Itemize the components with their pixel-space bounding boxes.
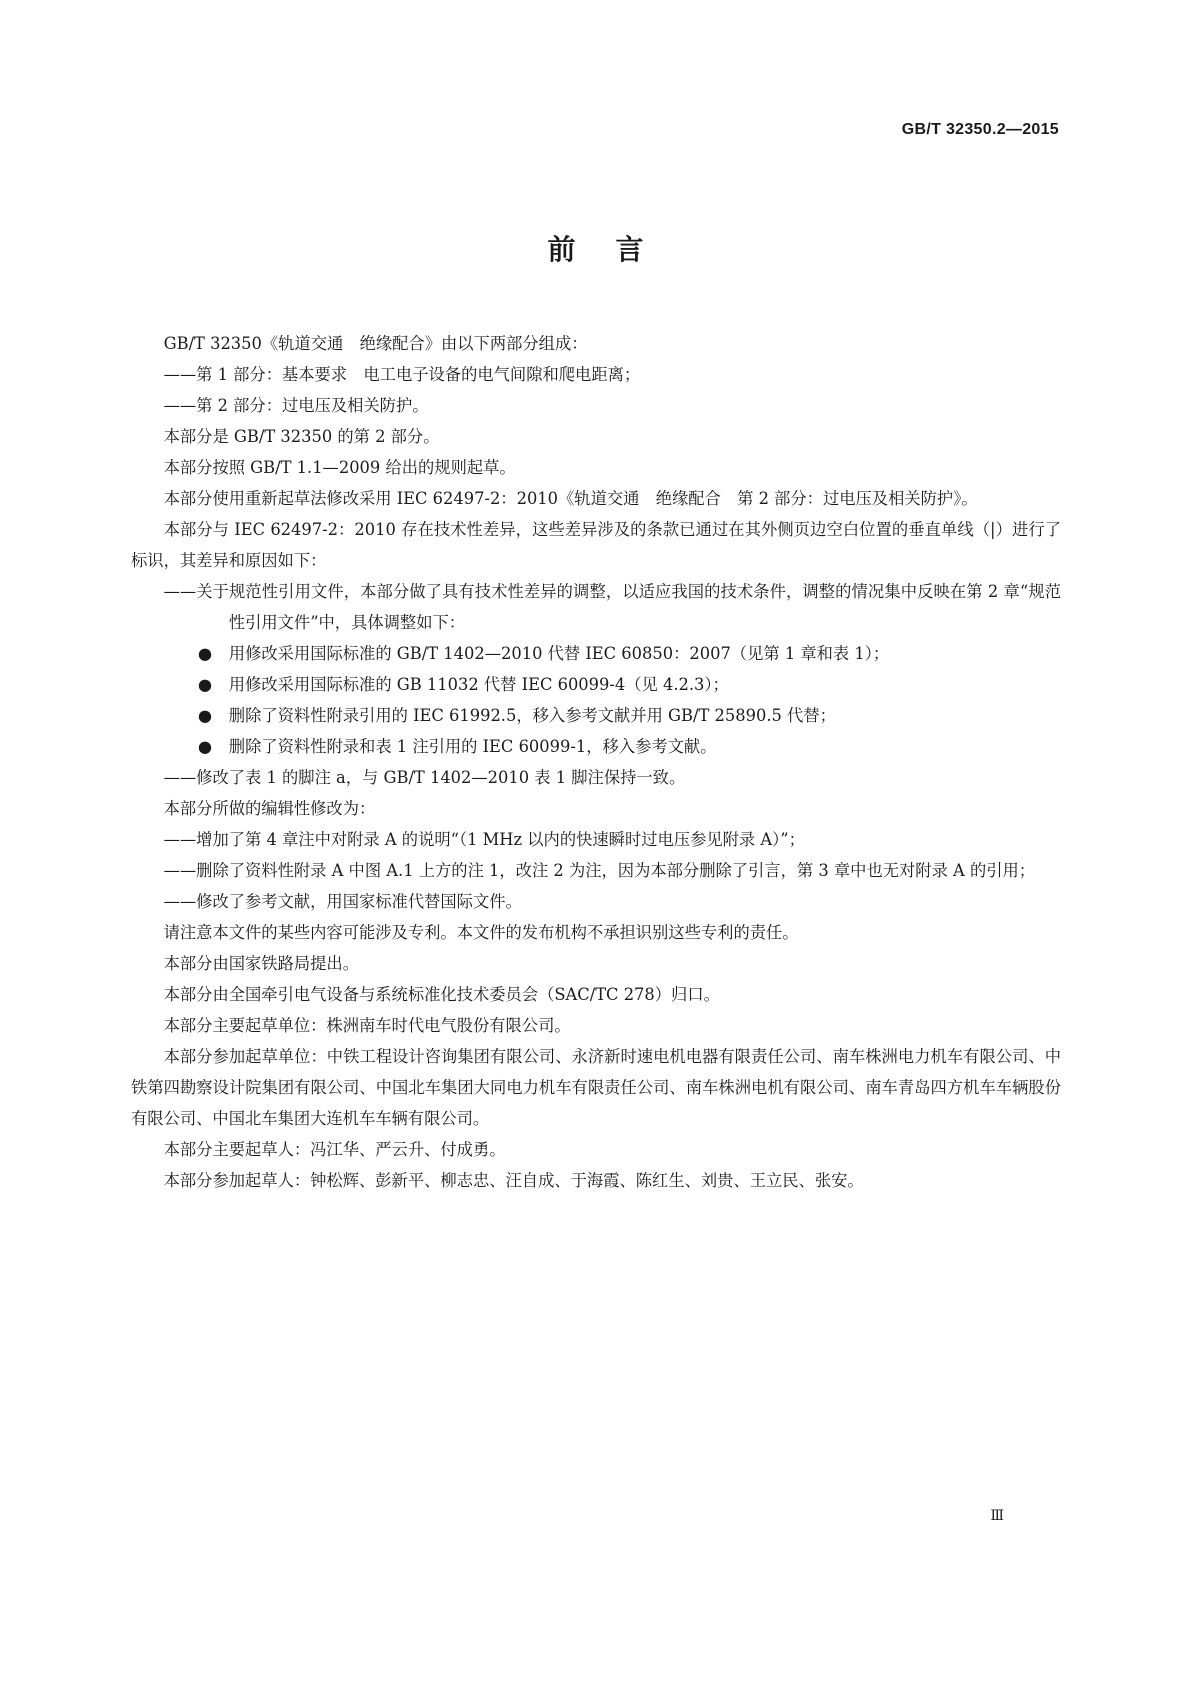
paragraph-participating-drafters: 本部分参加起草人：钟松辉、彭新平、柳志忠、汪自成、于海霞、陈红生、刘贵、王立民、张安。 [163, 1171, 864, 1190]
bullet-text: 删除了资料性附录引用的 IEC 61992.5，移入参考文献并用 GB/T 25890.5 代替； [228, 706, 836, 725]
page-title: 前言 [547, 233, 684, 266]
paragraph-patent-notice: 请注意本文件的某些内容可能涉及专利。本文件的发布机构不承担识别这些专利的责任。 [163, 923, 799, 942]
paragraph-proposed-by: 本部分由国家铁路局提出。 [163, 954, 359, 973]
paragraph-composition: GB/T 32350《轨道交通 绝缘配合》由以下两部分组成： [163, 334, 588, 353]
list-item-normative-references: ——关于规范性引用文件，本部分做了具有技术性差异的调整，以适应我国的技术条件，调整的情况集中反映在第 2 章“规范性引用文件”中，具体调整如下： [163, 582, 1061, 632]
list-item-editorial-2: ——删除了资料性附录 A 中图 A.1 上方的注 1，改注 2 为注，因为本部分删除了引言，第 3 章中也无对附录 A 的引用； [163, 861, 1036, 880]
page-number: Ⅲ [990, 1508, 1004, 1524]
list-item-part-1: ——第 1 部分：基本要求 电工电子设备的电气间隙和爬电距离； [163, 365, 641, 384]
foreword-body [131, 328, 1061, 1196]
paragraph-adoption: 本部分使用重新起草法修改采用 IEC 62497-2：2010《轨道交通 绝缘配合 第 2 部分：过电压及相关防护》。 [163, 489, 978, 508]
list-item-editorial-1: ——增加了第 4 章注中对附录 A 的说明“（1 MHz 以内的快速瞬时过电压参见附录 A）”； [163, 830, 805, 849]
bullet-item [131, 669, 1061, 700]
bullet-icon: ● [197, 675, 213, 694]
bullet-text: 用修改采用国际标准的 GB 11032 代替 IEC 60099-4（见 4.2.3）； [228, 675, 729, 694]
paragraph-participating-units: 本部分参加起草单位：中铁工程设计咨询集团有限公司、永济新时速电机电器有限责任公司、南车株洲电力机车有限公司、中铁第四勘察设计院集团有限公司、中国北车集团大同电力机车有限责任公司、南车株洲电机有限公司、南车青岛四方机车车辆股份有限公司、中国北车集团大连机车车辆有限公司。 [131, 1047, 1061, 1128]
list-item-part-2: ——第 2 部分：过电压及相关防护。 [163, 396, 429, 415]
paragraph-part-of: 本部分是 GB/T 32350 的第 2 部分。 [163, 427, 440, 446]
bullet-icon: ● [197, 644, 213, 663]
bullet-text: 删除了资料性附录和表 1 注引用的 IEC 60099-1，移入参考文献。 [228, 737, 717, 756]
bullet-text: 用修改采用国际标准的 GB/T 1402—2010 代替 IEC 60850：2007（见第 1 章和表 1）； [228, 644, 890, 663]
bullet-icon: ● [197, 706, 213, 725]
bullet-item [131, 700, 1061, 731]
paragraph-technical-differences: 本部分与 IEC 62497-2：2010 存在技术性差异，这些差异涉及的条款已通过在其外侧页边空白位置的垂直单线（|）进行了标识，其差异和原因如下： [131, 520, 1061, 570]
list-item-editorial-3: ——修改了参考文献，用国家标准代替国际文件。 [163, 892, 522, 911]
bullet-item [131, 638, 1061, 669]
paragraph-main-drafting-unit: 本部分主要起草单位：株洲南车时代电气股份有限公司。 [163, 1016, 571, 1035]
standard-number: GB/T 32350.2—2015 [901, 121, 1059, 138]
bullet-icon: ● [197, 737, 213, 756]
paragraph-main-drafters: 本部分主要起草人：冯江华、严云升、付成勇。 [163, 1140, 506, 1159]
list-item-footnote-change: ——修改了表 1 的脚注 a，与 GB/T 1402—2010 表 1 脚注保持一致。 [163, 768, 686, 787]
bullet-item [131, 731, 1061, 762]
paragraph-editorial-changes: 本部分所做的编辑性修改为： [163, 799, 376, 818]
paragraph-drafting-rules: 本部分按照 GB/T 1.1—2009 给出的规则起草。 [163, 458, 516, 477]
paragraph-under-jurisdiction: 本部分由全国牵引电气设备与系统标准化技术委员会（SAC/TC 278）归口。 [163, 985, 720, 1004]
